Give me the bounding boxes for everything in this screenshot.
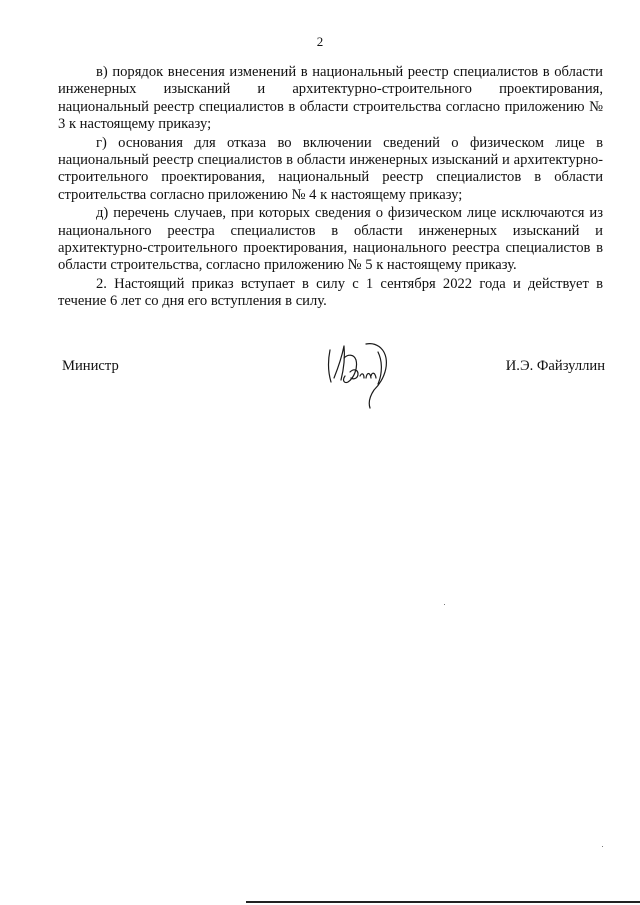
signatory-name: И.Э. Файзуллин <box>505 358 605 374</box>
page-number: 2 <box>316 34 324 49</box>
scan-speck <box>602 846 603 847</box>
scan-edge-line <box>246 901 640 903</box>
paragraph-item-v: в) порядок внесения изменений в национальный реестр специалистов в области инженерных изысканий и архитектурно-строительного проектирования, национальный реестр специалистов в области строительства согласно приложению № 3 к настоящему приказу; <box>58 64 603 133</box>
document-body <box>58 64 603 311</box>
paragraph-clause-2: 2. Настоящий приказ вступает в силу с 1 сентября 2022 года и действует в течение 6 лет со дня его вступления в силу. <box>58 275 603 310</box>
paragraph-item-g: г) основания для отказа во включении сведений о физическом лице в национальный реестр специалистов в области инженерных изысканий и архитектурно-строительного проектирования, национальный реестр специалистов в области строительства согласно приложению № 4 к настоящему приказу; <box>58 134 603 203</box>
handwritten-signature <box>320 338 400 410</box>
paragraph-item-d: д) перечень случаев, при которых сведения о физическом лице исключаются из национального реестра специалистов в области инженерных изысканий и архитектурно-строительного проектирования, национального реестра специалистов в области строительства, согласно приложению № 5 к настоящему приказу. <box>58 205 603 274</box>
scan-speck <box>444 604 445 605</box>
signatory-position: Министр <box>62 358 119 374</box>
